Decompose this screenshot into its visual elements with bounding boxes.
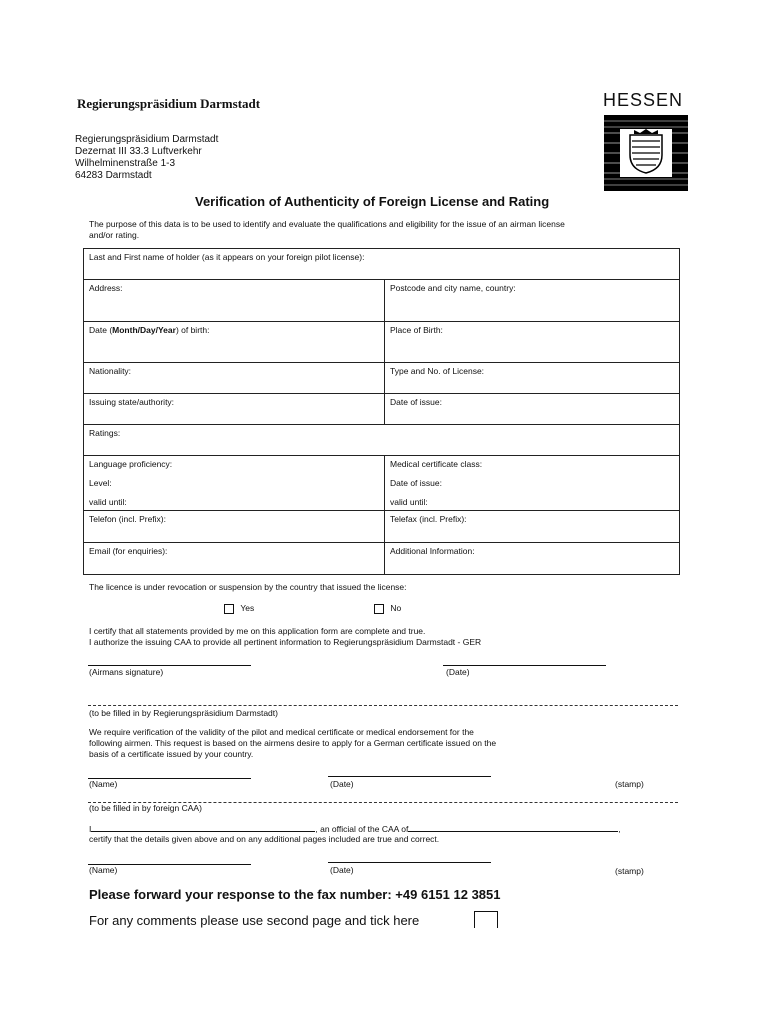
intro-text xyxy=(89,219,565,241)
rp-text-line: following airmen. This request is based on the airmens desire to apply for a German certificate issued on the xyxy=(89,738,497,748)
no-checkbox[interactable] xyxy=(374,604,384,614)
medical-issue-label: Date of issue: xyxy=(390,478,442,488)
place-of-birth-field[interactable] xyxy=(385,322,680,363)
issuing-state-field[interactable] xyxy=(84,394,385,425)
telefon-label: Telefon (incl. Prefix): xyxy=(89,514,166,524)
holder-name-field[interactable] xyxy=(84,249,680,280)
date-of-issue-field[interactable] xyxy=(385,394,680,425)
nationality-field[interactable] xyxy=(84,363,385,394)
place-of-birth-label: Place of Birth: xyxy=(390,325,443,335)
email-label: Email (for enquiries): xyxy=(89,546,168,556)
revocation-yes-option[interactable] xyxy=(224,603,254,614)
postcode-field[interactable] xyxy=(385,280,680,322)
address-line: Dezernat III 33.3 Luftverkehr xyxy=(75,146,202,157)
license-type-field[interactable] xyxy=(385,363,680,394)
sender-address xyxy=(75,134,218,182)
yes-label: Yes xyxy=(240,603,255,613)
comments-tick-box[interactable] xyxy=(474,911,498,928)
section-divider xyxy=(88,705,678,706)
airman-date-label: (Date) xyxy=(446,667,470,677)
caa-official-name-line[interactable] xyxy=(91,823,315,832)
level-label: Level: xyxy=(89,478,112,488)
rp-stamp-label: (stamp) xyxy=(615,779,644,789)
rp-name-label: (Name) xyxy=(89,779,118,789)
dob-prefix: Date ( xyxy=(89,325,113,335)
address-line: Regierungspräsidium Darmstadt xyxy=(75,134,219,145)
airman-date-line[interactable] xyxy=(443,665,606,666)
caa-comma: , xyxy=(618,824,621,834)
address-line: Wilhelminenstraße 1-3 xyxy=(75,158,176,169)
rp-date-line[interactable] xyxy=(328,776,491,777)
telefon-field[interactable] xyxy=(84,511,385,543)
postcode-label: Postcode and city name, country: xyxy=(390,283,516,293)
additional-info-label: Additional Information: xyxy=(390,546,475,556)
no-label: No xyxy=(390,603,402,613)
ratings-label: Ratings: xyxy=(89,428,121,438)
revocation-question: The licence is under revocation or suspension by the country that issued the license: xyxy=(89,582,407,592)
authority-title: Regierungspräsidium Darmstadt xyxy=(77,96,261,111)
address-field[interactable] xyxy=(84,280,385,322)
airman-signature-label: (Airmans signature) xyxy=(89,667,164,677)
email-field[interactable] xyxy=(84,543,385,575)
dob-label xyxy=(89,325,209,335)
language-field[interactable] xyxy=(84,456,385,511)
additional-info-field[interactable] xyxy=(385,543,680,575)
hessen-coat-of-arms-logo xyxy=(604,115,688,191)
valid-until-label: valid until: xyxy=(89,497,127,507)
revocation-no-option[interactable] xyxy=(374,603,401,614)
dob-suffix: ) of birth: xyxy=(175,325,210,335)
date-of-birth-field[interactable] xyxy=(84,322,385,363)
issuing-state-label: Issuing state/authority: xyxy=(89,397,175,407)
caa-date-label: (Date) xyxy=(330,865,354,875)
airman-signature-line[interactable] xyxy=(88,665,251,666)
rp-text-line: We require verification of the validity of the pilot and medical certificate or medical endorsement for the xyxy=(89,727,474,737)
license-type-label: Type and No. of License: xyxy=(390,366,485,376)
rp-section-heading: (to be filled in by Regierungspräsidium Darmstadt) xyxy=(89,708,278,718)
caa-name-label: (Name) xyxy=(89,865,118,875)
address-label: Address: xyxy=(89,283,123,293)
certify-statement xyxy=(89,626,481,648)
caa-country-line[interactable] xyxy=(408,823,621,834)
dob-format: Month/Day/Year xyxy=(112,325,176,335)
fax-instruction: Please forward your response to the fax number: +49 6151 12 3851 xyxy=(89,887,501,902)
state-word: HESSEN xyxy=(603,90,684,110)
medical-label: Medical certificate class: xyxy=(390,459,483,469)
language-label: Language proficiency: xyxy=(89,459,173,469)
document-title: Verification of Authenticity of Foreign License and Rating xyxy=(195,194,550,209)
certify-line: I certify that all statements provided by me on this application form are complete and true. xyxy=(89,626,426,636)
ratings-field[interactable] xyxy=(84,425,680,456)
telefax-field[interactable] xyxy=(385,511,680,543)
date-of-issue-label: Date of issue: xyxy=(390,397,442,407)
caa-stamp-label: (stamp) xyxy=(615,866,644,876)
caa-i: I xyxy=(89,824,92,834)
yes-checkbox[interactable] xyxy=(224,604,234,614)
certify-line: I authorize the issuing CAA to provide all pertinent information to Regierungspräsidium Darmstadt - GER xyxy=(89,637,482,647)
caa-section-heading: (to be filled in by foreign CAA) xyxy=(89,803,202,813)
medical-valid-until-label: valid until: xyxy=(390,497,428,507)
comments-instruction: For any comments please use second page and tick here xyxy=(89,913,420,928)
medical-field[interactable] xyxy=(385,456,680,511)
caa-date-line[interactable] xyxy=(328,862,491,863)
intro-line: and/or rating. xyxy=(89,230,140,240)
rp-section-text xyxy=(89,727,496,760)
nationality-label: Nationality: xyxy=(89,366,132,376)
rp-date-label: (Date) xyxy=(330,779,354,789)
intro-line: The purpose of this data is to be used to identify and evaluate the qualifications and eligibility for the issue of an airman license xyxy=(89,219,565,229)
address-line: 64283 Darmstadt xyxy=(75,170,152,181)
rp-text-line: basis of a certificate issued by your country. xyxy=(89,749,254,759)
telefax-label: Telefax (incl. Prefix): xyxy=(390,514,467,524)
applicant-form-table xyxy=(83,248,680,575)
caa-official-text: , an official of the CAA of xyxy=(315,824,409,834)
caa-certify-line2: certify that the details given above and on any additional pages included are true and correct. xyxy=(89,834,440,844)
holder-name-label: Last and First name of holder (as it appears on your foreign pilot license): xyxy=(89,252,365,262)
